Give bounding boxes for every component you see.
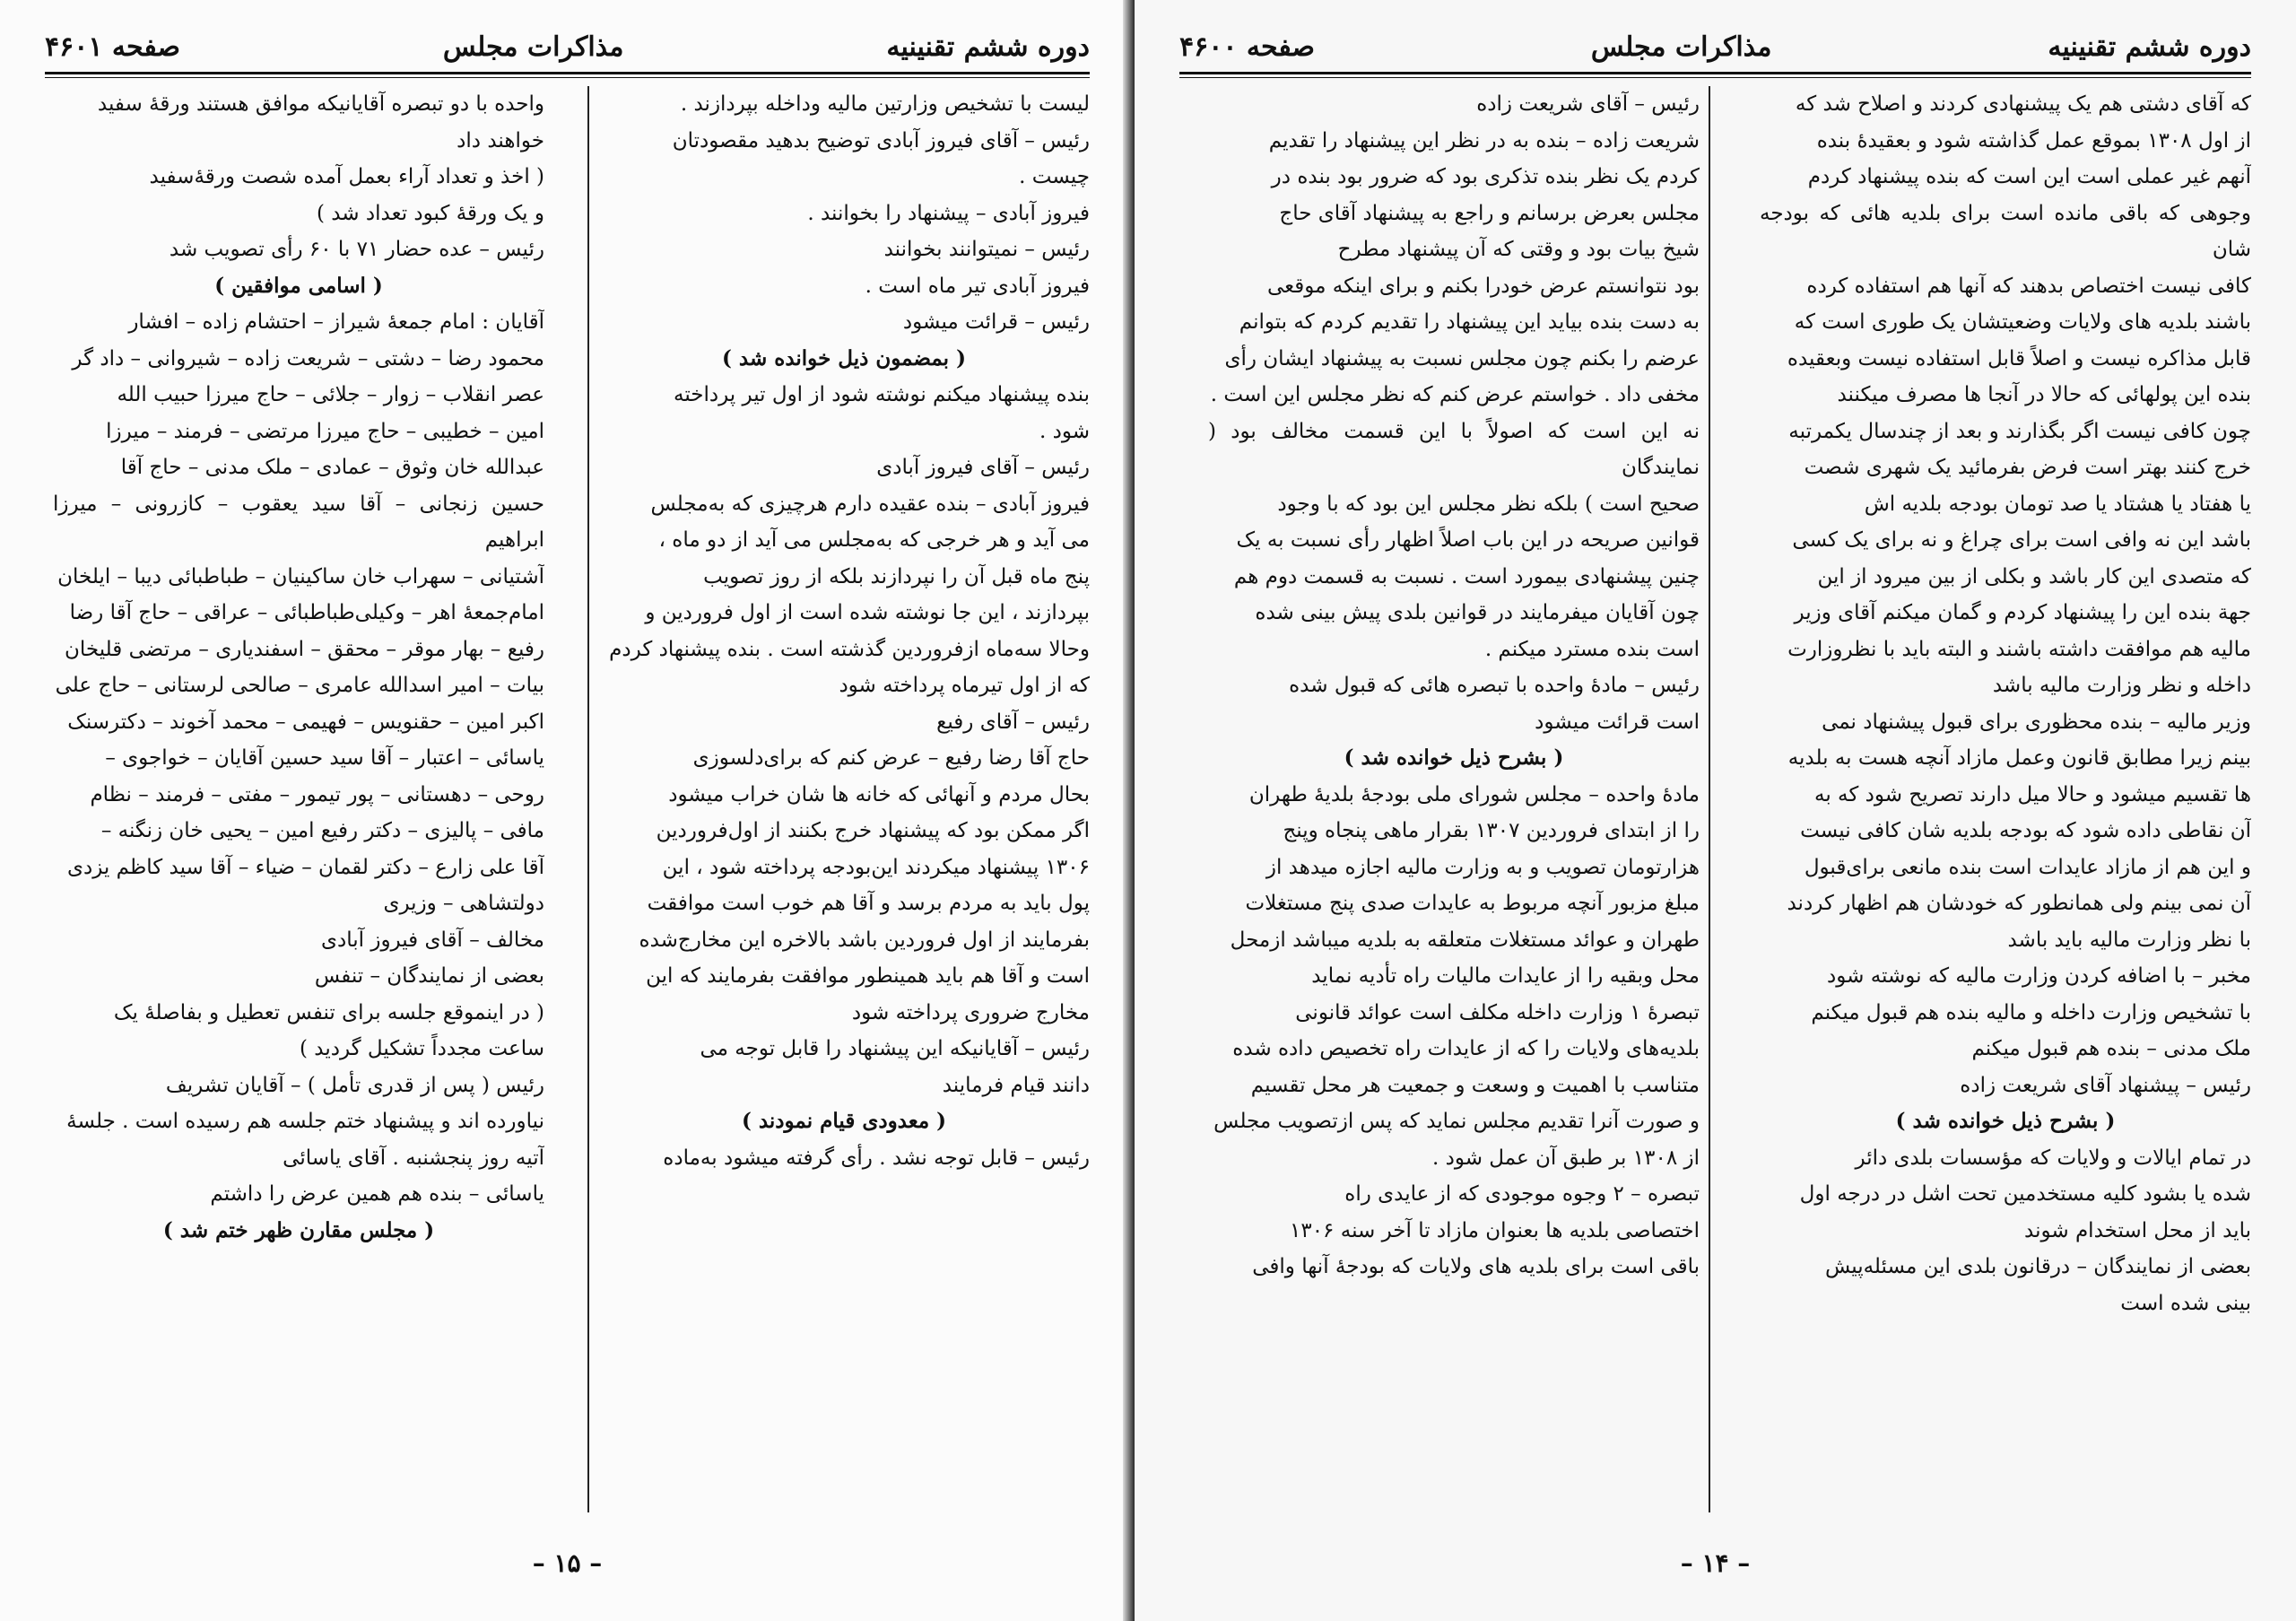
text-line: آنهم غیر عملی است این است که بنده پیشنهاد کردم xyxy=(1807,165,2251,188)
text-line: خواهند داد xyxy=(457,128,544,153)
text-line: دولتشاهی – وزیری xyxy=(383,892,544,915)
text-line: رئیس – آقای فیروز آبادی توضیح بدهید مقصودتان xyxy=(672,128,1090,153)
text-line: مافی – پالیزی – دکتر رفیع امین – یحیی خان زنگنه – xyxy=(100,819,544,842)
text-line: داخله و نظر وزارت مالیه باشد xyxy=(1992,674,2251,697)
text-line: است قرائت میشود xyxy=(1535,710,1700,734)
text-line: ( بشرح ذیل خوانده شد ) xyxy=(1344,745,1564,770)
text-line: قابل مذاکره نیست و اصلاً قابل استفاده نیست وبعقیده‌ xyxy=(1787,346,2251,370)
text-line: رئیس – آقای شریعت زاده xyxy=(1476,92,1700,116)
text-line: شیخ بیات بود و وقتی که آن پیشنهاد مطرح xyxy=(1337,238,1700,261)
header-title: مذاکرات مجلس xyxy=(442,31,624,63)
text-line: خرج کنند بهتر است فرض بفرمائید یک شهری شصت xyxy=(1804,456,2251,479)
text-line: و این هم از مازاد عایدات است بنده مانعی برای‌قبول xyxy=(1804,855,2251,879)
text-line: جهة بنده این را پیشنهاد کردم و گمان میکنم آقای وزیر xyxy=(1794,601,2251,624)
text-line: ( معدودی قیام نمودند ) xyxy=(741,1109,947,1133)
text-line: اگر ممکن بود که پیشنهاد خرج بکنند از اول‌فروردین xyxy=(656,819,1090,842)
header-title: مذاکرات مجلس xyxy=(1590,31,1772,63)
text-line: اختصاصی بلدیه ها بعنوان مازاد تا آخر سنه ۱۳۰۶ xyxy=(1290,1218,1700,1242)
text-line: محل وبقیه را از عایدات مالیات راه تأدیه نماید xyxy=(1311,964,1700,988)
text-line: رئیس – عده حضار ۷۱ با ۶۰ رأی تصویب شد xyxy=(169,238,544,261)
text-line: و یک ورقهٔ کبود تعداد شد ) xyxy=(316,201,544,225)
text-line: بود نتوانستم عرض خودرا بکنم و برای اینکه موقعی xyxy=(1266,274,1700,298)
text-line: که متصدی این کار باشد و بکلی از بین میرود از این xyxy=(1817,564,2251,588)
header-series: دوره ششم تقنینیه xyxy=(886,31,1090,63)
text-line: مخالف – آقای فیروز آبادی xyxy=(320,928,544,952)
text-line: حاج آقا رضا رفیع – عرض کنم که برای‌دلسوزی xyxy=(692,746,1090,770)
text-line: بنده این پولهائی که حالا در آنجا ها مصرف میکنند xyxy=(1837,383,2251,406)
text-line: است و آقا هم باید همینطور موافقت بفرمایند که این xyxy=(646,964,1090,988)
page-15 xyxy=(0,0,1135,1621)
text-line: آشتیانی – سهراب خان ساکینیان – طباطبائی دیبا – ایلخان xyxy=(57,564,544,588)
text-line: لیست با تشخیص وزارتین مالیه وداخله بپردازند . xyxy=(680,92,1090,116)
text-line: طهران و عوائد مستغلات متعلقه به بلدیه میباشد ازمحل xyxy=(1230,928,1700,952)
text-line: شده یا بشود کلیه مستخدمین تحت اشل در درجه اول xyxy=(1799,1182,2251,1206)
text-column-right xyxy=(1760,86,2251,1512)
text-line: یا هفتاد یا هشتاد یا صد تومان بودجه بلدیه اش xyxy=(1864,492,2251,516)
text-line: مبلغ مزبور آنچه مربوط به عایدات صدی پنج مستغلات xyxy=(1245,892,1700,915)
text-line: رئیس – آقای فیروز آبادی xyxy=(876,456,1090,479)
text-line: به دست بنده بیاید این پیشنهاد را تقدیم کردم که بتوانم xyxy=(1239,310,1700,334)
text-line: آتیه روز پنجشنبه . آقای یاسائی xyxy=(283,1146,544,1170)
text-line: واحده با دو تبصره آقایانیکه موافق هستند ورقهٔ سفید xyxy=(97,92,544,116)
text-line: ( اخذ و تعداد آراء بعمل آمده شصت ورقهٔ‌سفید xyxy=(149,165,544,188)
text-line: مادهٔ واحده – مجلس شورای ملی بودجهٔ بلدیهٔ طهران xyxy=(1248,782,1700,806)
text-line: بلدیه‌های ولایات را که از عایدات راه تخصیص داده شده xyxy=(1232,1037,1700,1060)
text-line: مجلس بعرض برسانم و راجع به پیشنهاد آقای حاج xyxy=(1279,201,1700,225)
text-line: بفرمایند از اول فروردین باشد بالاخره این مخارج‌شده xyxy=(639,928,1090,952)
text-line: ملک مدنی – بنده هم قبول میکنم xyxy=(1971,1037,2251,1060)
text-line: رفیع – بهار موقر – محقق – اسفندیاری – مرتضی قلیخان xyxy=(64,637,544,661)
text-line: باشند بلدیه های ولایات وضعیتشان یک طوری است که xyxy=(1794,310,2251,334)
page-header xyxy=(45,25,1090,68)
text-line: امام‌جمعهٔ اهر – وکیلی‌طباطبائی – عراقی – حاج آقا رضا xyxy=(69,601,544,624)
text-line: پنج ماه قبل آن را نپردازند بلکه از روز تصویب xyxy=(703,564,1090,588)
text-line: نه این است که اصولاً با این قسمت مخالف بود ( نمایندگان xyxy=(1208,419,1700,479)
text-line: ساعت مجدداً تشکیل گردید ) xyxy=(299,1037,544,1060)
text-line: شود . xyxy=(1039,419,1090,443)
text-line: اکبر امین – حقنویس – فهیمی – محمد آخوند – دکترسنک xyxy=(67,710,544,734)
text-line: که آقای دشتی هم یک پیشنهادی کردند و اصلاح شد که xyxy=(1795,92,2251,116)
text-line: که از اول تیرماه پرداخته شود xyxy=(839,674,1090,697)
header-rule xyxy=(1179,72,2251,78)
text-line: محمود رضا – دشتی – شریعت زاده – شیروانی – داد گر xyxy=(72,346,544,370)
text-line: باشد این نه وافی است برای چراغ و نه برای یک کسی xyxy=(1792,528,2251,552)
text-line: رئیس – مادهٔ واحده با تبصره هائی که قبول شده xyxy=(1289,674,1700,697)
text-line: آقایان : امام جمعهٔ شیراز – احتشام زاده – افشار xyxy=(128,310,544,334)
text-line: چون کافی نیست اگر بگذارند و بعد از چندسال یکمرتبه xyxy=(1788,419,2251,443)
header-series: دوره ششم تقنینیه xyxy=(2048,31,2251,63)
text-line: حسین زنجانی – آقا سید یعقوب – کازرونی – میرزا ابراهیم xyxy=(53,492,544,552)
text-line: ها تقسیم میشود و حالا میل دارند تصریح شود که به xyxy=(1814,782,2251,806)
text-line: عرضم را بکنم چون مجلس نسبت به پیشنهاد ایشان رأی xyxy=(1224,346,1700,370)
text-line: شریعت زاده – بنده به در نظر این پیشنهاد را تقدیم xyxy=(1268,128,1700,153)
text-line: فیروز آبادی – بنده عقیده دارم هرچیزی که به‌مجلس xyxy=(650,492,1090,516)
text-line: ( بمضمون ذیل خوانده شد ) xyxy=(722,345,966,370)
text-line: رئیس ( پس از قدری تأمل ) – آقایان تشریف xyxy=(165,1073,544,1097)
text-line: و صورت آنرا تقدیم مجلس نماید که پس ازتصویب مجلس xyxy=(1213,1110,1700,1133)
text-line: کافی نیست اختصاص بدهند که آنها هم استفاده کرده xyxy=(1806,274,2251,298)
text-line: بحال مردم و آنهائی که خانه ها شان خراب میشود xyxy=(668,782,1090,806)
page-footer-number: – ۱۴ – xyxy=(1680,1548,1751,1578)
text-line: پول باید به مردم برسد و آقا هم خوب است موافقت xyxy=(647,892,1090,915)
text-line: دانند قیام فرمایند xyxy=(942,1073,1090,1097)
text-line: عصر انقلاب – زوار – جلائی – حاج میرزا حبیب الله xyxy=(117,383,544,406)
text-line: کردم یک نظر بنده تذکری بود که ضرور بود بنده در xyxy=(1271,165,1700,188)
text-line: آقا علی زارع – دکتر لقمان – ضیاء – آقا سید کاظم یزدی xyxy=(67,855,544,879)
text-line: بپردازند ، این جا نوشته شده است از اول فروردین و xyxy=(645,601,1090,624)
text-line: است بنده مسترد میکنم . xyxy=(1484,637,1700,661)
text-line: باید از محل استخدام شوند xyxy=(2024,1218,2251,1242)
page-footer-number: – ۱۵ – xyxy=(532,1548,603,1578)
text-line: متناسب با اهمیت و وسعت و جمعیت هر محل تقسیم xyxy=(1250,1073,1700,1097)
text-line: می آید و هر خرجی که به‌مجلس می آید از دو ماه ، xyxy=(658,528,1090,552)
column-divider xyxy=(587,86,589,1512)
column-divider xyxy=(1709,86,1710,1512)
text-line: یاسائی – اعتبار – آقا سید حسین آقایان – خواجوی – xyxy=(105,746,544,770)
text-line: چیست . xyxy=(1019,165,1090,188)
text-line: بعضی از نمایندگان – درقانون بلدی این مسئله‌پیش xyxy=(1824,1255,2251,1278)
text-line: باقی است برای بلدیه های ولایات که بودجهٔ آنها وافی xyxy=(1252,1255,1700,1278)
text-column-left xyxy=(53,86,544,1512)
text-line: ( اسامی موافقین ) xyxy=(214,273,383,298)
text-line: یاسائی – بنده هم همین عرض را داشتم xyxy=(210,1182,544,1206)
text-line: بینم زیرا مطابق قانون وعمل مازاد آنچه هست به بلدیه xyxy=(1787,746,2251,770)
text-line: مخبر – با اضافه کردن وزارت مالیه که نوشته شود xyxy=(1826,964,2251,988)
text-line: آن نقاطی داده شود که بودجه بلدیه شان کافی نیست xyxy=(1800,819,2251,842)
text-line: مالیه هم موافقت داشته باشند و البته باید با نظروزارت xyxy=(1787,637,2251,661)
text-line: صحیح است ) بلکه نظر مجلس این بود که با وجود xyxy=(1277,492,1700,516)
text-line: چنین پیشنهادی بیمورد است . نسبت به قسمت دوم هم xyxy=(1233,564,1700,588)
text-line: مخارج ضروری پرداخته شود xyxy=(851,1000,1090,1024)
text-line: فیروز آبادی تیر ماه است . xyxy=(865,274,1090,298)
text-line: وحالا سه‌ماه ازفروردین گذشته است . بنده پیشنهاد کردم xyxy=(609,637,1090,661)
text-line: ( در اینموقع جلسه برای تنفس تعطیل و بفاصلهٔ یک xyxy=(113,1000,544,1024)
text-line: روحی – دهستانی – پور تیمور – مفتی – فرمند – نظام xyxy=(90,782,544,806)
header-page-number: صفحه ۴۶۰۱ xyxy=(45,31,181,63)
text-line: رئیس – قرائت میشود xyxy=(902,310,1090,334)
text-line: بنده پیشنهاد میکنم نوشته شود از اول تیر پرداخته xyxy=(674,383,1090,406)
text-line: آن نمی بینم ولی همانطور که خودشان هم اظهار کردند xyxy=(1787,892,2251,915)
text-column-right xyxy=(598,86,1090,1512)
text-line: رئیس – آقایانیکه این پیشنهاد را قابل توجه می xyxy=(700,1037,1090,1060)
text-line: فیروز آبادی – پیشنهاد را بخوانند . xyxy=(807,201,1090,225)
header-rule xyxy=(45,72,1090,78)
text-column-left xyxy=(1208,86,1700,1512)
text-line: را از ابتدای فروردین ۱۳۰۷ بقرار ماهی پنجاه وپنج xyxy=(1283,819,1700,842)
text-line: رئیس – نمیتوانند بخوانند xyxy=(883,238,1090,261)
text-line: در تمام ایالات و ولایات که مؤسسات بلدی دائر xyxy=(1855,1146,2251,1170)
text-line: تبصرهٔ ۱ وزارت داخله مکلف است عوائد قانونی xyxy=(1295,1000,1700,1024)
text-line: از ۱۳۰۸ بر طبق آن عمل شود . xyxy=(1431,1146,1700,1170)
text-line: چون آقایان میفرمایند در قوانین بلدی پیش بینی شده xyxy=(1255,601,1700,624)
text-line: با تشخیص وزارت داخله و مالیه بنده هم قبول میکنم xyxy=(1811,1000,2251,1024)
text-line: وزیر مالیه – بنده محظوری برای قبول پیشنهاد نمی xyxy=(1822,710,2251,734)
text-line: رئیس – قابل توجه نشد . رأی گرفته میشود به‌ماده xyxy=(663,1146,1090,1170)
text-line: با نظر وزارت مالیه باید باشد xyxy=(2007,928,2251,952)
text-line: بعضی از نمایندگان – تنفس xyxy=(314,964,544,988)
header-page-number: صفحه ۴۶۰۰ xyxy=(1179,31,1316,63)
text-line: بینی شده است xyxy=(2120,1291,2251,1315)
text-line: رئیس – پیشنهاد آقای شریعت زاده xyxy=(1960,1073,2251,1097)
text-line: قوانین صریحه در این باب اصلاً اظهار رأی نسبت به یک xyxy=(1236,528,1700,552)
text-line: ( بشرح ذیل خوانده شد ) xyxy=(1895,1109,2116,1133)
text-line: رئیس – آقای رفیع xyxy=(936,710,1090,734)
text-line: مخفی داد . خواستم عرض کنم که نظر مجلس این است . xyxy=(1210,383,1700,406)
text-line: تبصره – ۲ وجوه موجودی که از عایدی راه xyxy=(1344,1182,1700,1206)
text-line: ۱۳۰۶ پیشنهاد میکردند این‌بودجه پرداخته شود ، این xyxy=(662,855,1090,879)
text-line: امین – خطیبی – حاج میرزا مرتضی – فرمند – میرزا xyxy=(106,419,544,443)
text-line: ( مجلس مقارن ظهر ختم شد ) xyxy=(162,1217,435,1242)
text-line: از اول ۱۳۰۸ بموقع عمل گذاشته شود و بعقیدهٔ بنده xyxy=(1816,128,2251,153)
page-14 xyxy=(1135,0,2296,1621)
text-line: هزارتومان تصویب و به وزارت مالیه اجازه میدهد از xyxy=(1265,855,1700,879)
page-header xyxy=(1179,25,2251,68)
text-line: وجوهی که باقی مانده است برای بلدیه هائی که بودجه شان xyxy=(1760,201,2251,261)
text-line: نیاورده اند و پیشنهاد ختم جلسه هم رسیده است . جلسهٔ xyxy=(66,1110,544,1133)
text-line: بیات – امیر اسدالله عامری – صالحی لرستانی – حاج علی xyxy=(55,674,544,697)
text-line: عبدالله خان وثوق – عمادی – ملک مدنی – حاج آقا xyxy=(120,456,544,479)
